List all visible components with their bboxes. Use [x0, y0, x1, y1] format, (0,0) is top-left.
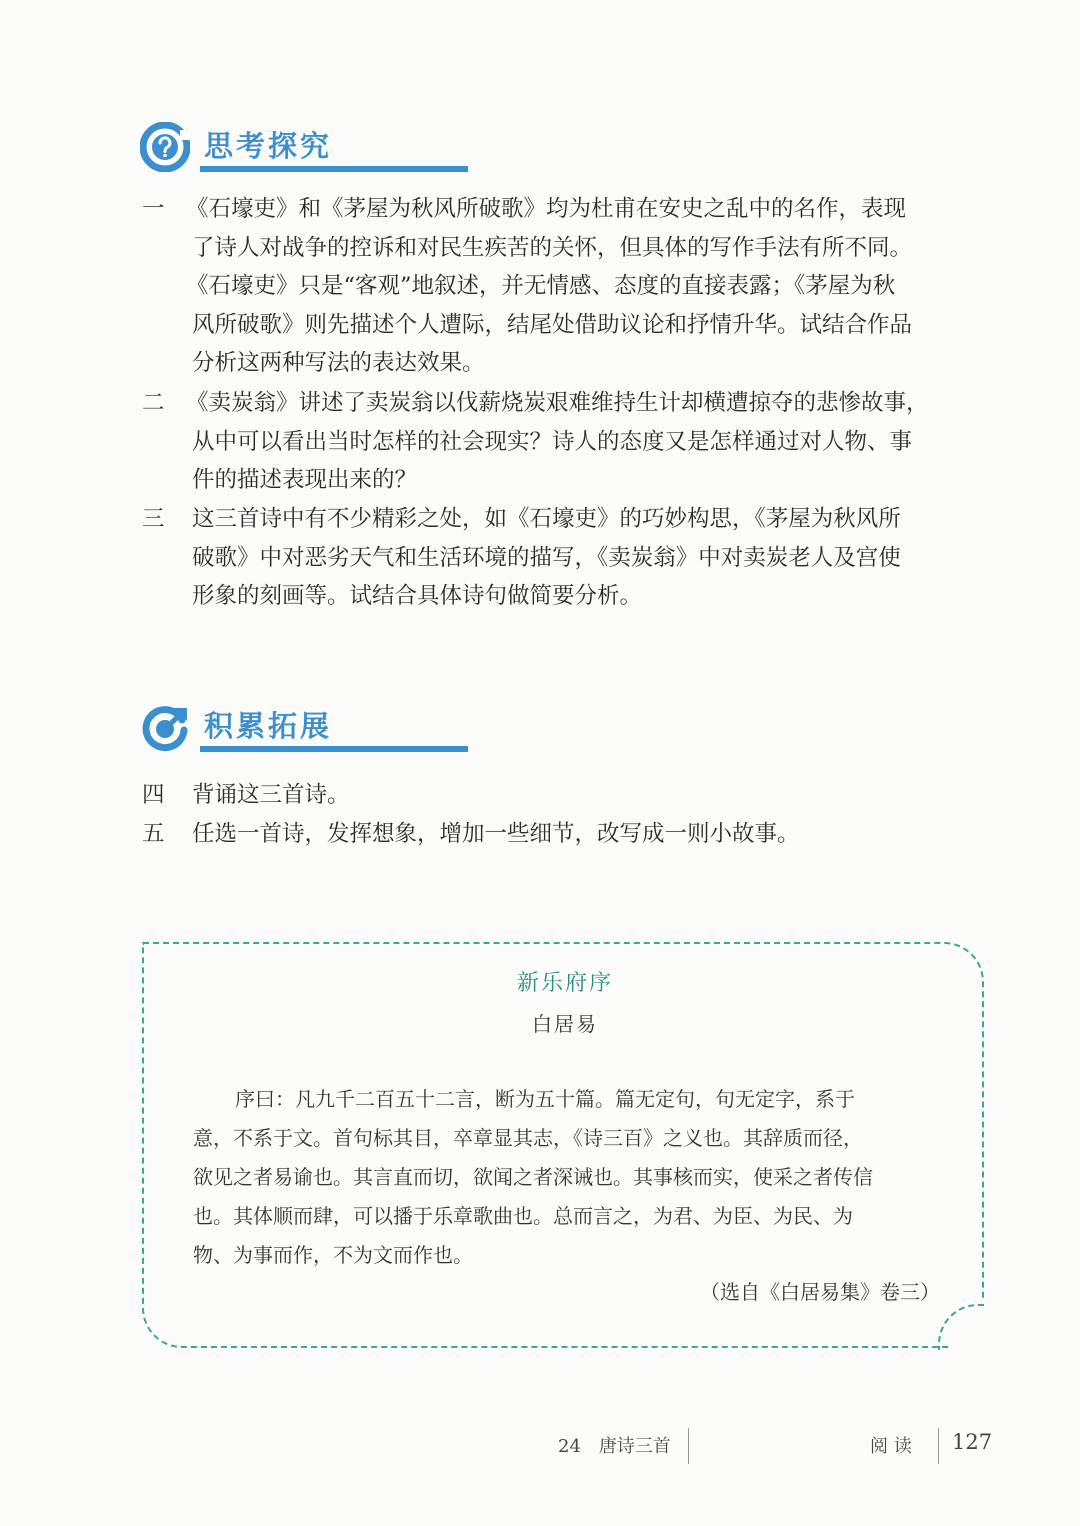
question-item — [140, 384, 1000, 500]
question-number: 二 — [142, 390, 165, 416]
question-line: 件的描述表现出来的？ — [192, 467, 418, 493]
question-line: 形象的刻画等。试结合具体诗句做简要分析。 — [192, 583, 643, 609]
extension-line: 物、为事而作，不为文而作也。 — [193, 1243, 473, 1267]
question-line: 了诗人对战争的控诉和对民生疾苦的关怀，但具体的写作手法有所不同。 — [192, 234, 913, 261]
question-number: 五 — [142, 821, 165, 847]
question-item — [140, 500, 1000, 616]
extension-line: 意，不系于文。首句标其目，卒章显其志，《诗三百》之义也。其辞质而径， — [193, 1126, 863, 1150]
refresh-arrow-icon — [140, 702, 190, 752]
footer-lesson: 24 唐诗三首 — [558, 1436, 671, 1457]
footer-category: 阅 读 — [870, 1436, 912, 1457]
question-number: 一 — [142, 196, 165, 222]
question-number: 四 — [142, 782, 165, 808]
question-item — [140, 190, 1000, 383]
extension-line: 序曰：凡九千二百五十二言，断为五十篇。篇无定句，句无定字，系于 — [235, 1087, 855, 1111]
extension-source: （选自《白居易集》卷三） — [700, 1280, 940, 1304]
extension-line: 欲见之者易谕也。其言直而切，欲闻之者深诫也。其事核而实，使采之者传信 — [193, 1165, 873, 1189]
page-number: 127 — [952, 1430, 993, 1454]
title-underline — [200, 166, 468, 172]
question-icon — [140, 122, 190, 172]
footer-divider — [688, 1428, 689, 1464]
title-underline — [200, 746, 468, 752]
question-item — [140, 815, 1000, 854]
question-line: 破歌》中对恶劣天气和生活环境的描写，《卖炭翁》中对卖炭老人及宫使 — [192, 544, 901, 571]
section-title: 思考探究 — [204, 129, 333, 163]
section-title: 积累拓展 — [204, 709, 333, 743]
question-number: 三 — [142, 506, 165, 532]
question-line: 背诵这三首诗。 — [192, 782, 350, 808]
question-line: 分析这两种写法的表达效果。 — [192, 350, 485, 376]
question-line: 《石壕吏》和《茅屋为秋风所破歌》均为杜甫在安史之乱中的名作，表现 — [186, 196, 907, 222]
question-line: 从中可以看出当时怎样的社会现实？诗人的态度又是怎样通过对人物、事 — [192, 428, 913, 455]
extension-body — [193, 1080, 953, 1275]
extension-author: 白居易 — [532, 1012, 598, 1036]
question-item — [140, 776, 1000, 815]
extension-title: 新乐府序 — [516, 971, 613, 996]
footer-divider — [938, 1428, 939, 1464]
question-line: 风所破歌》则先描述个人遭际，结尾处借助议论和抒情升华。试结合作品 — [192, 311, 913, 338]
question-line: 《石壕吏》只是“客观”地叙述，并无情感、态度的直接表露；《茅屋为秋 — [186, 273, 896, 299]
question-line: 任选一首诗，发挥想象，增加一些细节，改写成一则小故事。 — [192, 821, 800, 847]
question-line: 这三首诗中有不少精彩之处，如《石壕吏》的巧妙构思，《茅屋为秋风所 — [192, 506, 901, 532]
question-line: 《卖炭翁》讲述了卖炭翁以伐薪烧炭艰难维持生计却横遭掠夺的悲惨故事， — [186, 390, 929, 416]
extension-line: 也。其体顺而肆，可以播于乐章歌曲也。总而言之，为君、为臣、为民、为 — [193, 1204, 853, 1228]
